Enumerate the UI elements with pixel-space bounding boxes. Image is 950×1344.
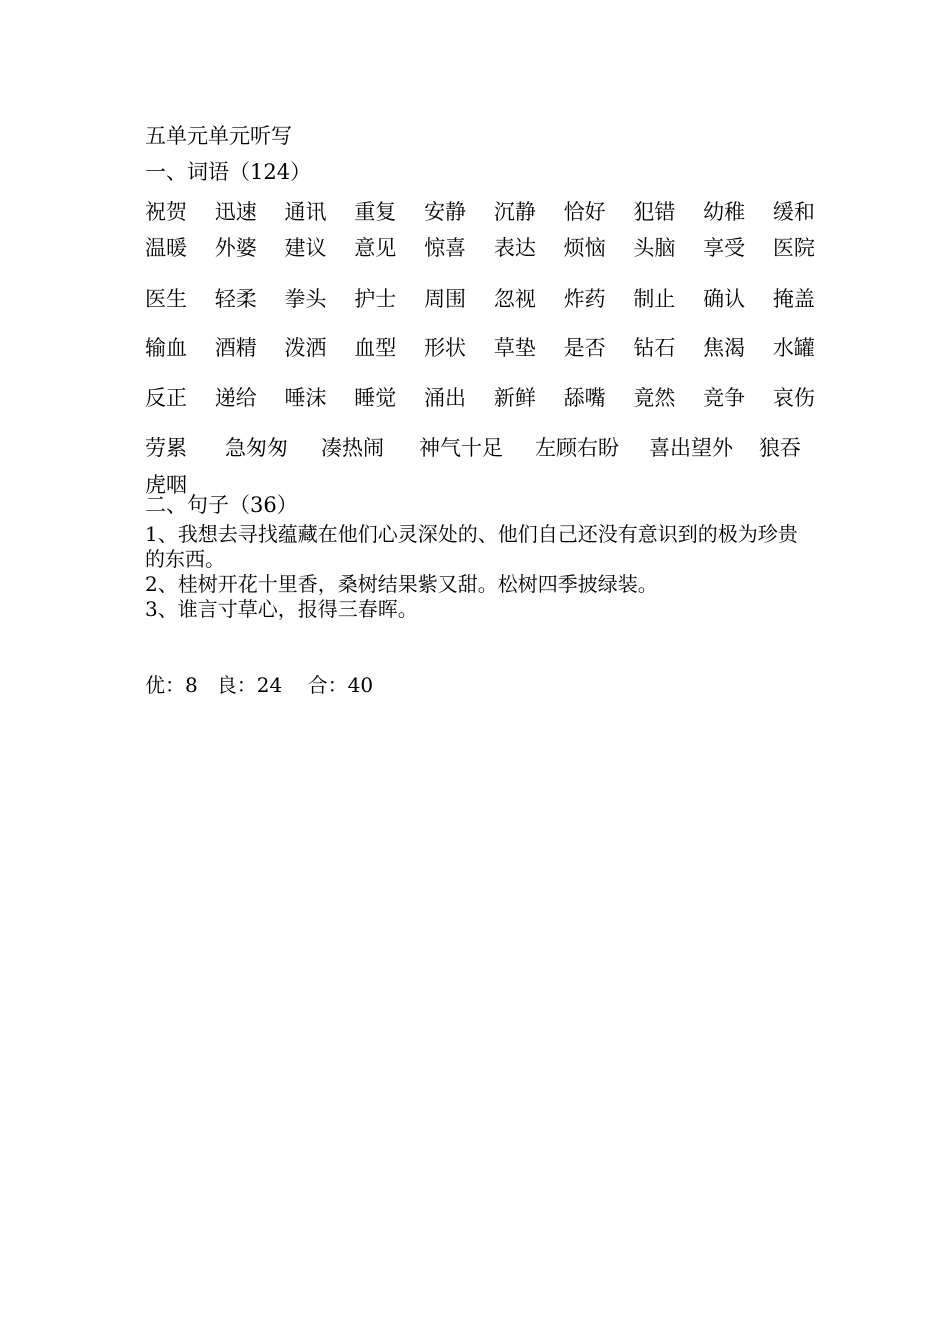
word: 草垫 (493, 336, 536, 360)
word: 确认 (703, 287, 746, 311)
word: 急匆匆 (225, 436, 288, 460)
word: 表达 (493, 236, 536, 260)
word: 建议 (284, 236, 327, 260)
word: 烦恼 (563, 236, 606, 260)
word: 温暖 (145, 236, 187, 260)
word: 制止 (633, 287, 676, 311)
word: 迅速 (214, 200, 257, 224)
word: 狼吞 (759, 436, 801, 460)
idiom-row (145, 433, 815, 463)
word: 幼稚 (703, 200, 746, 224)
word: 周围 (424, 287, 467, 311)
word-row (145, 284, 815, 314)
score-summary: 优：8 良：24 合：40 (145, 673, 374, 697)
word: 头脑 (633, 236, 676, 260)
word: 拳头 (284, 287, 327, 311)
word: 医生 (145, 287, 187, 311)
word: 掩盖 (772, 287, 815, 311)
word: 轻柔 (214, 287, 257, 311)
word: 享受 (703, 236, 746, 260)
word: 惊喜 (424, 236, 467, 260)
word: 劳累 (145, 436, 187, 460)
word: 凑热闹 (321, 436, 384, 460)
word: 递给 (214, 386, 257, 410)
word: 水罐 (772, 336, 815, 360)
word: 犯错 (633, 200, 676, 224)
word: 安静 (424, 200, 467, 224)
word: 涌出 (424, 386, 467, 410)
page-title: 五单元单元听写 (145, 124, 292, 148)
sentences-section-heading: 二、句子（36） (145, 493, 298, 517)
word: 忽视 (493, 287, 536, 311)
word: 恰好 (563, 200, 606, 224)
word: 重复 (354, 200, 397, 224)
word: 喜出望外 (649, 436, 733, 460)
word: 焦渴 (703, 336, 746, 360)
word: 泼洒 (284, 336, 327, 360)
sentence-item: 3、谁言寸草心，报得三春晖。 (145, 597, 418, 621)
word: 反正 (145, 386, 187, 410)
word: 竟然 (633, 386, 676, 410)
word: 酒精 (214, 336, 257, 360)
word: 意见 (354, 236, 397, 260)
sentence-item: 1、我想去寻找蕴藏在他们心灵深处的、他们自己还没有意识到的极为珍贵的东西。 (145, 522, 798, 571)
word: 护士 (354, 287, 397, 311)
sentence-item: 2、桂树开花十里香，桑树结果紫又甜。松树四季披绿装。 (145, 572, 658, 596)
idiom-wrap: 虎咽 (145, 473, 187, 497)
word: 沉静 (493, 200, 536, 224)
word: 睡觉 (354, 386, 397, 410)
word: 钻石 (633, 336, 676, 360)
word-row (145, 233, 815, 263)
words-section-heading: 一、词语（124） (145, 160, 312, 184)
word: 医院 (772, 236, 815, 260)
word: 通讯 (284, 200, 327, 224)
word: 舔嘴 (563, 386, 606, 410)
word: 哀伤 (772, 386, 815, 410)
word: 唾沫 (284, 386, 327, 410)
word: 炸药 (563, 287, 606, 311)
word: 神气十足 (419, 436, 503, 460)
word: 外婆 (214, 236, 257, 260)
word-row (145, 383, 815, 413)
word: 输血 (145, 336, 187, 360)
word: 是否 (563, 336, 606, 360)
word: 新鲜 (493, 386, 536, 410)
word: 祝贺 (145, 200, 187, 224)
word: 竞争 (703, 386, 746, 410)
word: 缓和 (772, 200, 815, 224)
word: 形状 (424, 336, 467, 360)
word-row (145, 197, 815, 227)
word-row (145, 333, 815, 363)
word: 血型 (354, 336, 397, 360)
word: 左顾右盼 (535, 436, 619, 460)
